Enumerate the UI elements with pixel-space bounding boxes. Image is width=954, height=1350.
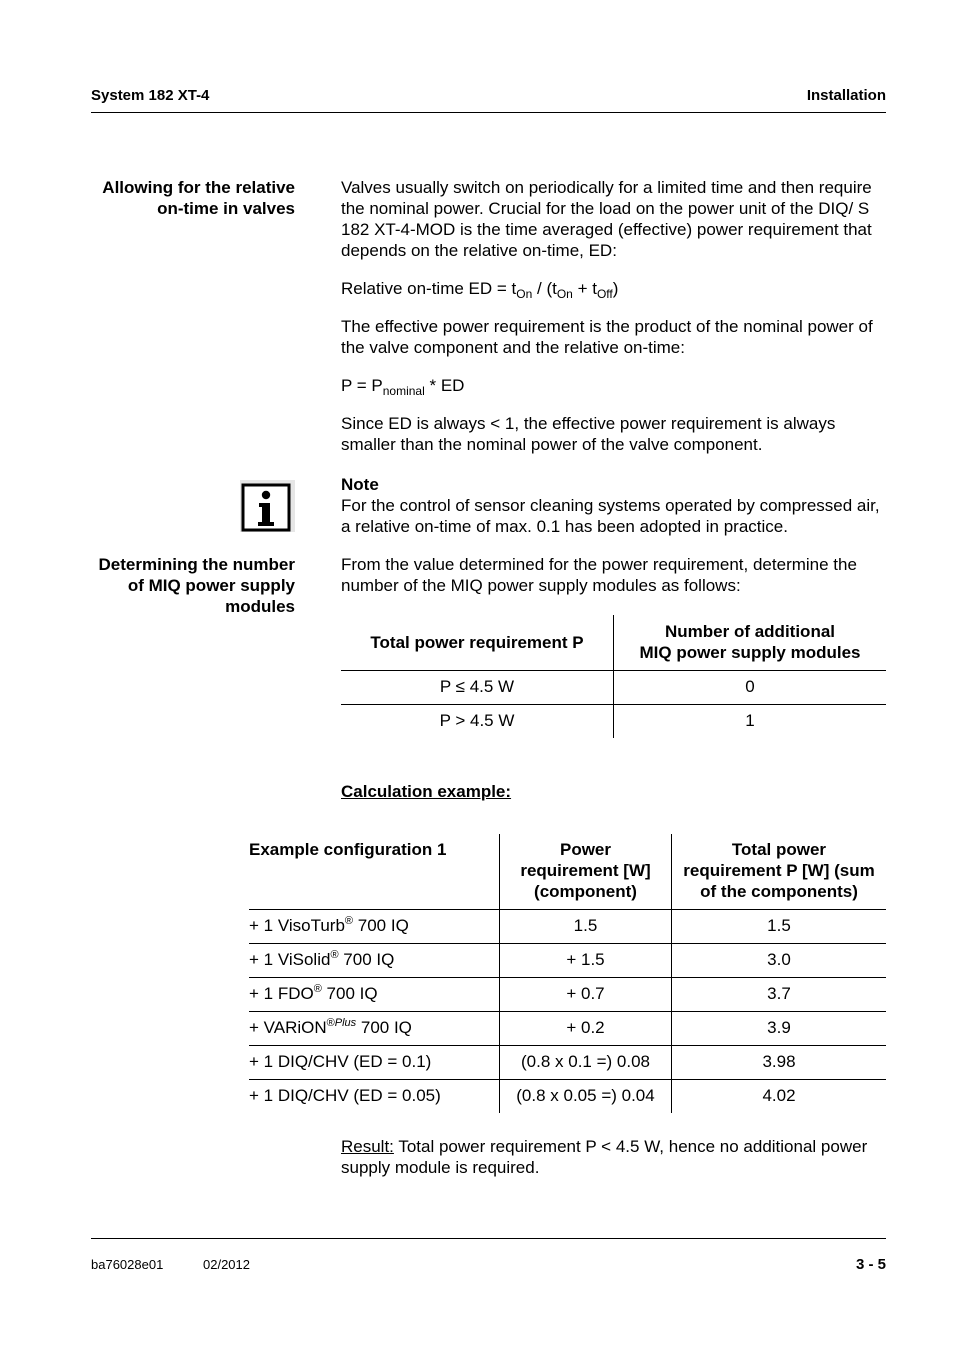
table-row: + VARiON$^{®Plus}$ 700 IQ + 0.2 3.9 xyxy=(249,1011,886,1045)
running-header-section: Installation xyxy=(806,87,886,104)
result-label: Result: xyxy=(341,1137,394,1156)
note-title: Note xyxy=(341,475,379,494)
running-header-title: System 182 XT-4 xyxy=(91,87,210,104)
modules-body xyxy=(341,554,886,596)
table-row: P ≤ 4.5 W 0 xyxy=(341,670,886,704)
paragraph: Since ED is always < 1, the effective power requirement is always smaller than the nominal power of the valve component. xyxy=(341,414,836,454)
note-text: For the control of sensor cleaning systems operated by compressed air, a relative on-time of max. 0.1 has been adopted in practice. xyxy=(341,496,880,536)
table-header-cell: Power requirement [W] (component) xyxy=(500,834,672,909)
table-header-cell: Total power requirement P xyxy=(341,615,614,670)
footer-rule xyxy=(91,1238,886,1239)
header-rule xyxy=(91,112,886,113)
table-row: + 1 FDO® 700 IQ + 0.7 3.7 xyxy=(249,977,886,1011)
paragraph: Valves usually switch on periodically for a limited time and then require the nominal power. Crucial for the load on the power unit of the DIQ/ S 182 XT-4-MOD is the time averaged (effective) power requirement that depends on the relative on-time, ED: xyxy=(341,178,872,260)
side-heading-modules: Determining the number of MIQ power supply modules xyxy=(98,555,295,616)
formula-on-time: Relative on-time ED = $t_{On} / (t_{On} + t_{Off})$ xyxy=(341,279,619,301)
table-header-cell: Number of additional MIQ power supply modules xyxy=(614,615,887,670)
on-time-body xyxy=(341,177,886,455)
table-header-cell: Example configuration 1 xyxy=(249,834,500,909)
side-heading-on-time: Allowing for the relative on-time in valves xyxy=(102,178,295,218)
page-number: 3 - 5 xyxy=(855,1256,886,1273)
example-configuration-table xyxy=(249,834,886,1113)
table-row: + 1 ViSolid® 700 IQ + 1.5 3.0 xyxy=(249,943,886,977)
result-text: Result: Total power requirement P < 4.5 W, hence no additional power supply module is required. xyxy=(341,1137,868,1177)
table-row: + 1 DIQ/CHV (ED = 0.1) (0.8 x 0.1 =) 0.08 3.98 xyxy=(249,1045,886,1079)
formula-power: $P = P_{nominal}$ * ED xyxy=(341,376,465,398)
table-header-cell: Total power requirement P [W] (sum of the components) xyxy=(672,834,887,909)
table-row: P > 4.5 W 1 xyxy=(341,704,886,738)
paragraph: The effective power requirement is the product of the nominal power of the valve component and the relative on-time: xyxy=(341,317,873,357)
note-block xyxy=(341,474,886,537)
table-row: + 1 VisoTurb® 700 IQ 1.5 1.5 xyxy=(249,909,886,943)
footer-date: 02/2012 xyxy=(203,1257,250,1272)
paragraph: From the value determined for the power requirement, determine the number of the MIQ power supply modules as follows: xyxy=(341,555,857,595)
table-header-row xyxy=(249,834,886,909)
calculation-heading: Calculation example: xyxy=(341,782,512,801)
info-icon xyxy=(240,480,295,532)
power-supply-table xyxy=(341,615,886,738)
table-row: + 1 DIQ/CHV (ED = 0.05) (0.8 x 0.05 =) 0.04 4.02 xyxy=(249,1079,886,1113)
table-header-row xyxy=(341,615,886,670)
footer-doc-id: ba76028e01 xyxy=(91,1257,164,1272)
